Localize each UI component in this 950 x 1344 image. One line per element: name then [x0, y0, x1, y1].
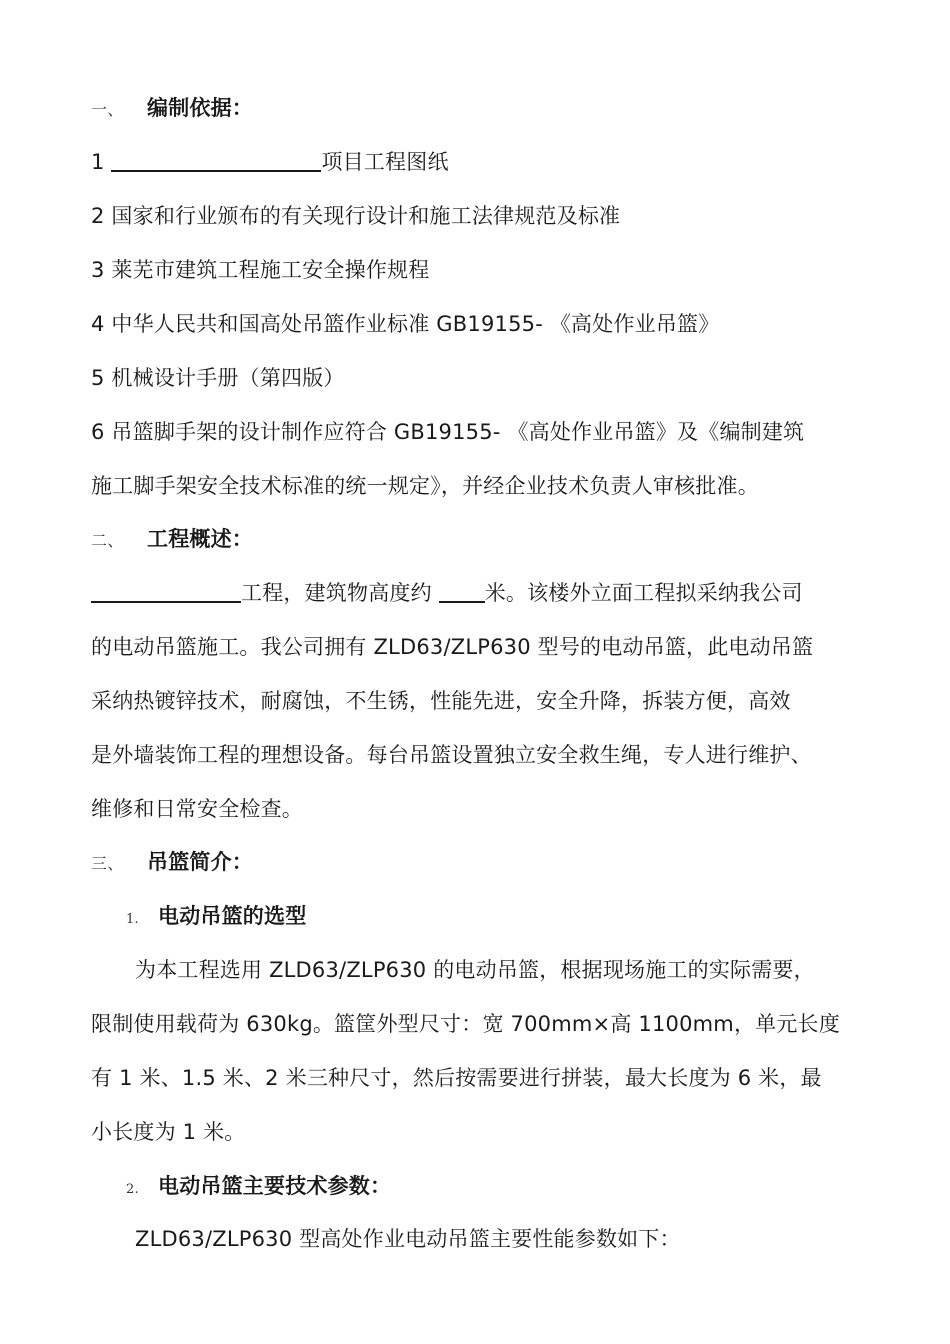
paragraph-line: 限制使用载荷为 630kg。篮筐外型尺寸：宽 700mm×高 1100mm，单元长度 [91, 1012, 840, 1036]
blank-underline [439, 580, 485, 603]
section-number: 一、 [91, 100, 124, 119]
paragraph-line: 5 机械设计手册（第四版） [91, 366, 345, 390]
paragraph-line: ZLD63/ZLP630 型高处作业电动吊篮主要性能参数如下： [135, 1227, 681, 1251]
item-text: 项目工程图纸 [321, 150, 449, 174]
paragraph-line: 维修和日常安全检查。 [91, 797, 303, 821]
paragraph-line: 施工脚手架安全技术标准的统一规定》，并经企业技术负责人审核批准。 [91, 474, 759, 498]
subsection-number: 1. [126, 912, 139, 927]
subsection-number: 2. [126, 1182, 139, 1197]
section-number: 二、 [91, 531, 124, 550]
paragraph-line: 是外墙装饰工程的理想设备。每台吊篮设置独立安全救生绳，专人进行维护、 [91, 743, 812, 767]
section-heading-2 [91, 524, 253, 556]
section-number: 三、 [91, 854, 124, 873]
paragraph-line: 6 吊篮脚手架的设计制作应符合 GB19155- 《高处作业吊篮》及《编制建筑 [91, 420, 805, 444]
subsection-title: 电动吊篮主要技术参数： [158, 1174, 392, 1198]
section-title: 吊篮简介： [147, 850, 253, 874]
blank-underline [111, 149, 321, 172]
paragraph-line: 4 中华人民共和国高处吊篮作业标准 GB19155- 《高处作业吊篮》 [91, 312, 720, 336]
paragraph-line: 2 国家和行业颁布的有关现行设计和施工法律规范及标准 [91, 204, 621, 228]
paragraph-line: 3 莱芜市建筑工程施工安全操作规程 [91, 258, 430, 282]
blank-underline [91, 580, 241, 603]
paragraph-line: 采纳热镀锌技术，耐腐蚀，不生锈，性能先进，安全升降，拆装方便，高效 [91, 689, 791, 713]
section-title: 工程概述： [147, 527, 253, 551]
paragraph-line: 小长度为 1 米。 [91, 1120, 246, 1144]
section-heading-1 [91, 93, 253, 125]
item-number: 1 [91, 150, 105, 174]
subsection-title: 电动吊篮的选型 [158, 904, 307, 928]
section-title: 编制依据： [147, 96, 253, 120]
subsection-heading-1 [126, 901, 306, 935]
section-heading-3 [91, 847, 253, 879]
text-fragment: 工程，建筑物高度约 [241, 581, 432, 605]
paragraph-line [91, 147, 449, 177]
subsection-heading-2 [126, 1171, 391, 1205]
paragraph-line: 有 1 米、1.5 米、2 米三种尺寸，然后按需要进行拼装，最大长度为 6 米，最 [91, 1066, 822, 1090]
paragraph-line: 为本工程选用 ZLD63/ZLP630 的电动吊篮，根据现场施工的实际需要， [135, 958, 815, 982]
paragraph-line: 的电动吊篮施工。我公司拥有 ZLD63/ZLP630 型号的电动吊篮，此电动吊篮 [91, 635, 814, 659]
text-fragment: 米。该楼外立面工程拟采纳我公司 [484, 581, 803, 605]
paragraph-line [91, 578, 803, 608]
